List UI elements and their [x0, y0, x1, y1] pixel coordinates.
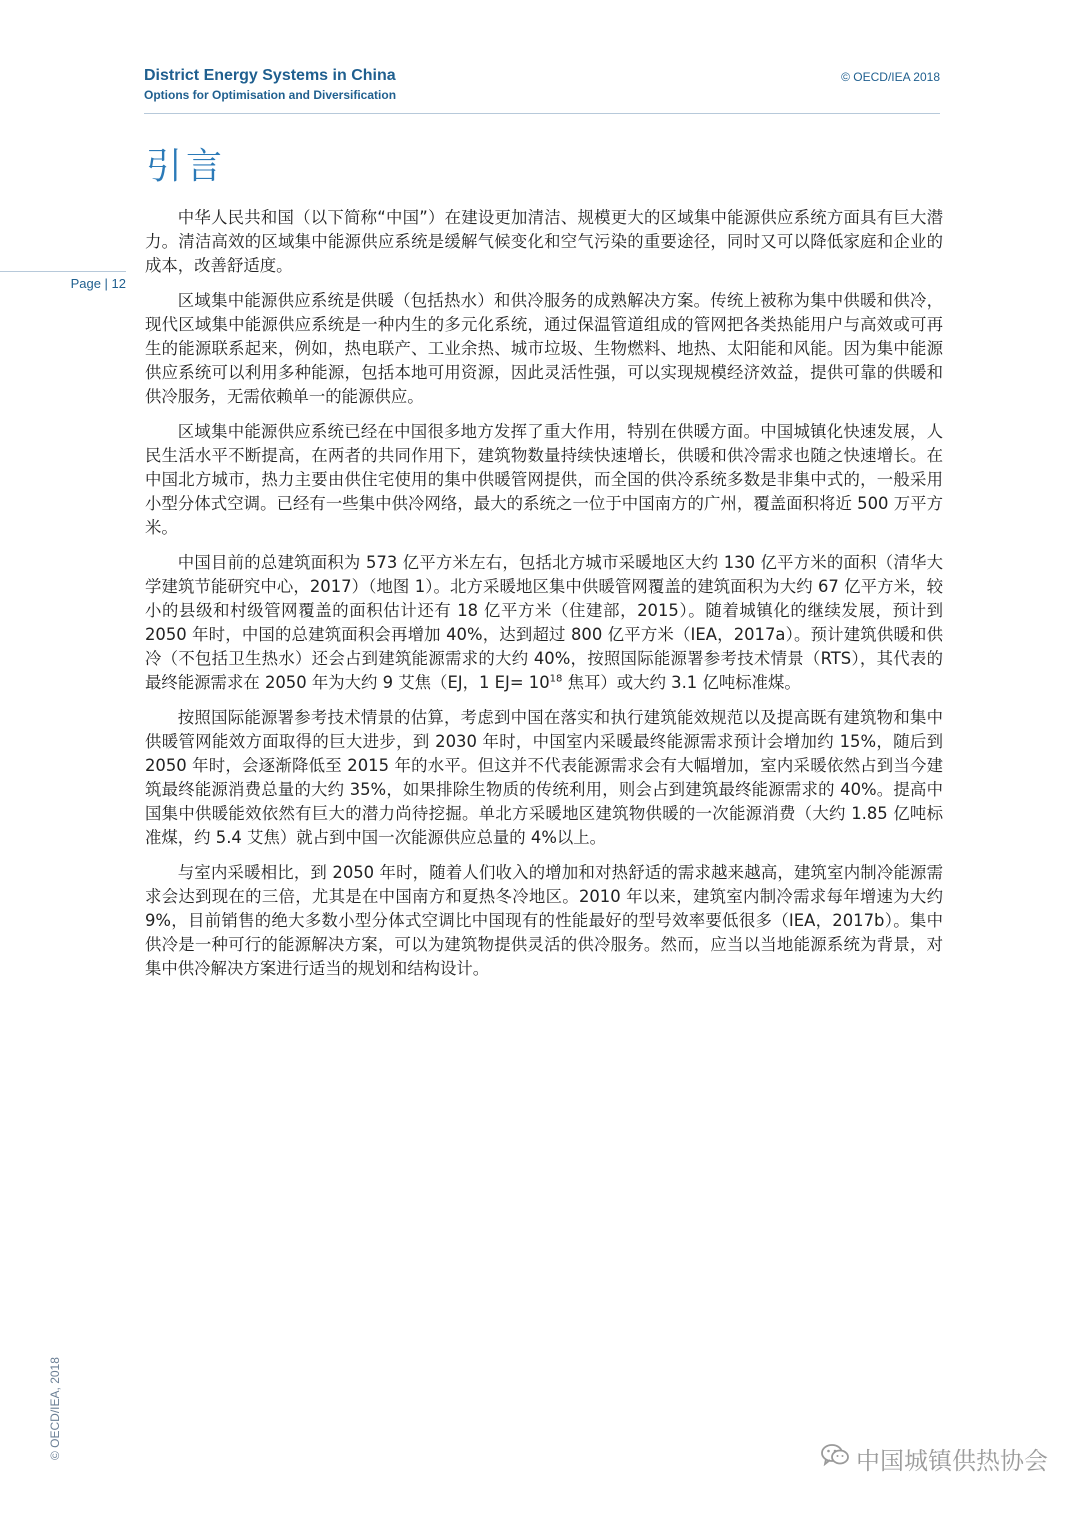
- paragraph-text: 中国目前的总建筑面积为 573 亿平方米左右，包括北方城市采暖地区大约 130 亿平方米的面积（清华大学建筑节能研究中心，2017）（地图 1）。北方采暖地区集中供暖管网覆盖的建筑面积为大约 67 亿平方米，较小的县级和村级管网覆盖的面积估计还有 18 亿平方米（住建部，2015）。随着城镇化的继续发展，预计到 2050 年时，中国的总建筑面积会再增加 40%，达到超过 800 亿平方米（IEA，2017a）。预计建筑供暖和供冷（不包括卫生热水）还会占到建筑能源需求的大约 40%，按照国际能源署参考技术情景（RTS），其代表的最终能源需求在 2050 年为大约 9 艾焦（EJ，1 EJ= 10: [145, 553, 943, 692]
- paragraph: 与室内采暖相比，到 2050 年时，随着人们收入的增加和对热舒适的需求越来越高，建筑室内制冷能源需求会达到现在的三倍，尤其是在中国南方和夏热冬冷地区。2010 年以来，建筑室内制冷需求每年增速为大约 9%，目前销售的绝大多数小型分体式空调比中国现有的性能最好的型号效率要低很多（IEA，2017b）。集中供冷是一种可行的能源解决方案，可以为建筑物提供灵活的供冷服务。然而，应当以当地能源系统为背景，对集中供冷解决方案进行适当的规划和结构设计。: [145, 863, 943, 978]
- header-copyright: © OECD/IEA 2018: [841, 70, 940, 84]
- paragraph: 区域集中能源供应系统已经在中国很多地方发挥了重大作用，特别在供暖方面。中国城镇化快速发展，人民生活水平不断提高，在两者的共同作用下，建筑物数量持续快速增长，供暖和供冷需求也随之快速增长。在中国北方城市，热力主要由供住宅使用的集中供暖管网提供，而全国的供冷系统多数是非集中式的，一般采用小型分体式空调。已经有一些集中供冷网络，最大的系统之一位于中国南方的广州，覆盖面积将近 500 万平方米。: [145, 422, 943, 537]
- paragraph: 按照国际能源署参考技术情景的估算，考虑到中国在落实和执行建筑能效规范以及提高既有建筑物和集中供暖管网能效方面取得的巨大进步，到 2030 年时，中国室内采暖最终能源需求预计会增加约 15%，随后到 2050 年时，会逐渐降低至 2015 年的水平。但这并不代表能源需求会有大幅增加，室内采暖依然占到当今建筑最终能源消费总量的大约 35%，如果排除生物质的传统利用，则会占到建筑最终能源需求的 40%。提高中国集中供暖能效依然有巨大的潜力尚待挖掘。单北方采暖地区建筑物供暖的一次能源消费（大约 1.85 亿吨标准煤，约 5.4 艾焦）就占到中国一次能源供应总量的 4%以上。: [145, 708, 943, 847]
- document-title: District Energy Systems in China: [144, 67, 396, 84]
- document-subtitle: Options for Optimisation and Diversification: [144, 88, 397, 102]
- paragraph: 中华人民共和国（以下简称“中国”）在建设更加清洁、规模更大的区域集中能源供应系统方面具有巨大潜力。清洁高效的区域集中能源供应系统是缓解气候变化和空气污染的重要途径，同时又可以降低家庭和企业的成本，改善舒适度。: [145, 208, 943, 275]
- header-divider: [144, 113, 940, 114]
- watermark: [820, 1440, 1048, 1476]
- body-text: [145, 206, 943, 992]
- watermark-text: 中国城镇供热协会: [856, 1446, 1048, 1475]
- section-heading: 引言: [146, 146, 227, 187]
- paragraph-text: 焦耳）或大约 3.1 亿吨标准煤。: [562, 673, 801, 692]
- side-copyright: © OECD/IEA, 2018: [48, 1357, 62, 1460]
- page-number: Page | 12: [70, 276, 126, 291]
- paragraph: 区域集中能源供应系统是供暖（包括热水）和供冷服务的成熟解决方案。传统上被称为集中供暖和供冷，现代区域集中能源供应系统是一种内生的多元化系统，通过保温管道组成的管网把各类热能用户与高效或可再生的能源联系起来，例如，热电联产、工业余热、城市垃圾、生物燃料、地热、太阳能和风能。因为集中能源供应系统可以利用多种能源，包括本地可用资源，因此灵活性强，可以实现规模经济效益，提供可靠的供暖和供冷服务，无需依赖单一的能源供应。: [145, 291, 943, 406]
- page-number-divider: [0, 271, 126, 272]
- running-header: [144, 66, 940, 110]
- paragraph: [145, 551, 943, 695]
- wechat-icon: [820, 1442, 850, 1474]
- superscript: 18: [549, 673, 563, 685]
